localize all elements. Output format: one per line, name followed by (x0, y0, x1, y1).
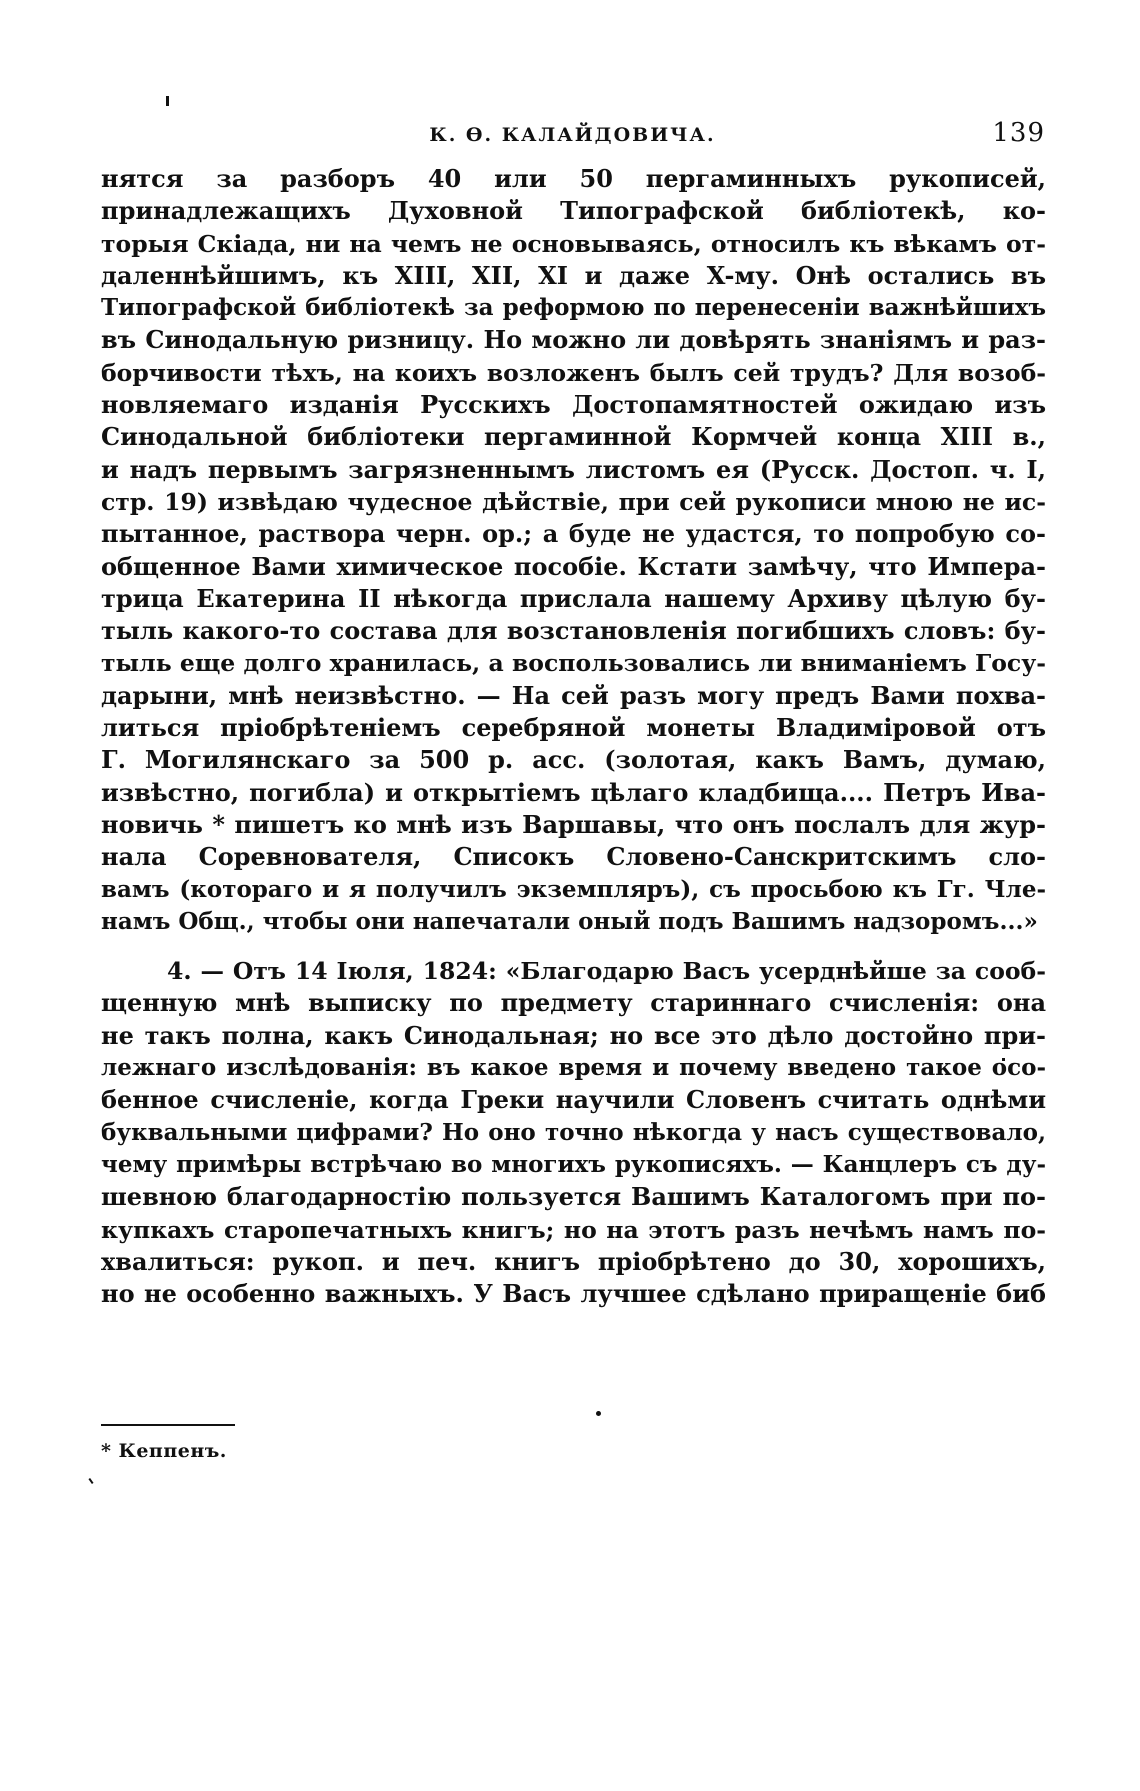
text-line: буквальными цифрами? Но оно точно нѣкогда у насъ существовало, (101, 1118, 1046, 1146)
text-line: торыя Скіада, ни на чемъ не основываясь, относилъ къ вѣкамъ от- (101, 229, 1046, 258)
text-line: борчивости тѣхъ, на коихъ возложенъ былъ сей трудъ? Для возоб- (101, 358, 1046, 387)
page-header (100, 118, 1045, 158)
text-line: пытанное, раствора черн. ор.; а буде не удастся, то попробую со- (101, 519, 1046, 549)
body-text (101, 163, 1046, 1310)
text-line: новичь * пишетъ ко мнѣ изъ Варшавы, что онъ послалъ для жур- (101, 809, 1046, 839)
text-line: общенное Вами химическое пособіе. Кстати замѣчу, что Импера- (101, 551, 1046, 581)
footnote: * Кеппенъ. (101, 1440, 227, 1462)
text-line: стр. 19) извѣдаю чудесное дѣйствіе, при сей рукописи мною не ис- (101, 487, 1046, 516)
text-line: нала Соревнователя, Списокъ Словено-Санскритскимъ сло- (101, 842, 1046, 872)
text-line: шевною благодарностію пользуется Вашимъ Каталогомъ при по- (101, 1182, 1046, 1212)
text-line: лежнаго изслѣдованія: въ какое время и почему введено такое осо- (101, 1054, 1046, 1082)
text-line: вамъ (котораго и я получилъ экземпляръ), съ просьбою къ Гг. Чле- (101, 875, 1046, 903)
text-line: тыль еще долго хранилась, а воспользовались ли вниманіемъ Госу- (101, 649, 1046, 678)
text-line: Синодальной библіотеки пергаминной Кормчей конца XIII в., (101, 422, 1046, 452)
text-line: даленнѣйшимъ, къ XIII, XII, XI и даже X-му. Онѣ остались въ (101, 260, 1046, 290)
print-speck (596, 1411, 601, 1416)
print-speck (166, 96, 169, 106)
text-line: литься пріобрѣтеніемъ серебряной монеты Владиміровой отъ (101, 713, 1046, 743)
running-head: К. Ѳ. КАЛАЙДОВИЧА. (429, 124, 716, 146)
paragraph-gap (101, 938, 1046, 955)
text-line: не такъ полна, какъ Синодальная; но все это дѣло достойно при- (101, 1020, 1046, 1050)
text-line: тыль какого-то состава для возстановленія погибшихъ словъ: бу- (101, 616, 1046, 646)
footnote-rule (101, 1424, 235, 1426)
text-line: намъ Общ., чтобы они напечатали оный подъ Вашимъ надзоромъ...» (101, 907, 1038, 935)
text-line: новляемаго изданія Русскихъ Достопамятностей ожидаю изъ (101, 390, 1046, 420)
text-line: но не особенно важныхъ. У Васъ лучшее сдѣлано приращеніе биб (101, 1279, 1046, 1309)
text-line: бенное счисленіе, когда Греки научили Словенъ считать однѣми (101, 1085, 1046, 1115)
text-line: принадлежащихъ Духовной Типографской библіотекѣ, ко- (101, 196, 1046, 226)
text-line: щенную мнѣ выписку по предмету стариннаго счисленія: она (101, 988, 1046, 1018)
page-number: 139 (992, 118, 1045, 148)
text-line: трица Екатерина II нѣкогда прислала нашему Архиву цѣлую бу- (101, 583, 1046, 613)
text-line: въ Синодальную ризницу. Но можно ли довѣрять знаніямъ и раз- (101, 325, 1046, 355)
text-line: купкахъ старопечатныхъ книгъ; но на этотъ разъ нечѣмъ намъ по- (101, 1215, 1046, 1244)
text-line: и надъ первымъ загрязненнымъ листомъ ея (Русск. Достоп. ч. I, (101, 454, 1046, 484)
text-line: извѣстно, погибла) и открытіемъ цѣлаго кладбища.... Петръ Ива- (101, 777, 1046, 807)
text-line: Г. Могилянскаго за 500 р. асс. (золотая, какъ Вамъ, думаю, (101, 745, 1046, 775)
text-line: нятся за разборъ 40 или 50 пергаминныхъ рукописей, (101, 164, 1046, 193)
text-line: Типографской библіотекѣ за реформою по перенесеніи важнѣйшихъ (101, 294, 1046, 322)
text-line: хвалиться: рукоп. и печ. книгъ пріобрѣтено до 30, хорошихъ, (101, 1246, 1046, 1276)
print-speck (88, 1478, 93, 1484)
text-line: дарыни, мнѣ неизвѣстно. — На сей разъ могу предъ Вами похва- (101, 680, 1046, 710)
text-line: 4. — Отъ 14 Іюля, 1824: «Благодарю Васъ усерднѣйше за сооб- (167, 957, 1046, 986)
text-line: чему примѣры встрѣчаю во многихъ рукописяхъ. — Канцлеръ съ ду- (101, 1150, 1046, 1178)
